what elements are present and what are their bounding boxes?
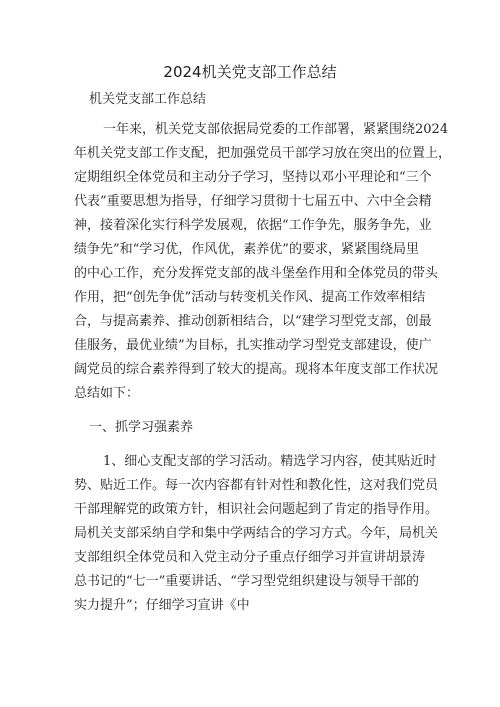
paragraph-line: 定期组织全体党员和主动分子学习，坚持以邓小平理论和“三个 — [74, 170, 432, 185]
paragraph-line: 阔党员的综合素养得到了较大的提高。现将本年度支部工作状况 — [74, 362, 439, 377]
paragraph-line: 干部理解党的政策方针，相识社会问题起到了肯定的指导作用。 — [74, 502, 439, 517]
paragraph-line: 总结如下： — [74, 386, 140, 401]
paragraph-line: 代表”重要思想为指导，仔细学习贯彻十七届五中、六中全会精 — [74, 194, 432, 209]
paragraph-line: 的中心工作，充分发挥党支部的战斗堡垒作用和全体党员的带头 — [74, 266, 439, 281]
paragraph-line: 绩争先”和“学习优，作风优，素养优”的要求，紧紧围绕局里 — [74, 242, 419, 257]
paragraph-line: 势、贴近工作。每一次内容都有针对性和教化性，这对我们党员 — [74, 478, 439, 493]
paragraph-line: 合，与提高素养、推动创新相结合，以“建学习型党支部，创最 — [74, 314, 432, 329]
paragraph-line: 实力提升”；仔细学习宣讲《中 — [74, 598, 250, 613]
paragraph-line: 佳服务，最优业绩”为目标，扎实推动学习型党支部建设，使广 — [74, 338, 432, 353]
section-heading: 一、抓学习强素养 — [89, 420, 194, 435]
paragraph-line: 1、细心支配支部的学习活动。精选学习内容，使其贴近时 — [103, 454, 437, 469]
paragraph-line: 作用，把“创先争优”活动与转变机关作风、提高工作效率相结 — [74, 290, 426, 305]
paragraph-line: 局机关支部采纳自学和集中学两结合的学习方式。今年，局机关 — [74, 526, 439, 541]
document-subtitle: 机关党支部工作总结 — [89, 92, 207, 107]
paragraph-line: 总书记的“七一”重要讲话、“学习型党组织建设与领导干部的 — [74, 574, 419, 589]
paragraph-line: 一年来，机关党支部依据局党委的工作部署，紧紧围绕2024 — [103, 122, 449, 137]
paragraph-line: 支部组织全体党员和入党主动分子重点仔细学习并宣讲胡景涛 — [74, 550, 426, 565]
paragraph-line: 年机关党支部工作支配，把加强党员干部学习放在突出的位置上， — [74, 146, 452, 161]
paragraph-line: 神，接着深化实行科学发展观，依据“工作争先，服务争先，业 — [74, 218, 432, 233]
document-title: 2024机关党支部工作总结 — [163, 63, 337, 81]
